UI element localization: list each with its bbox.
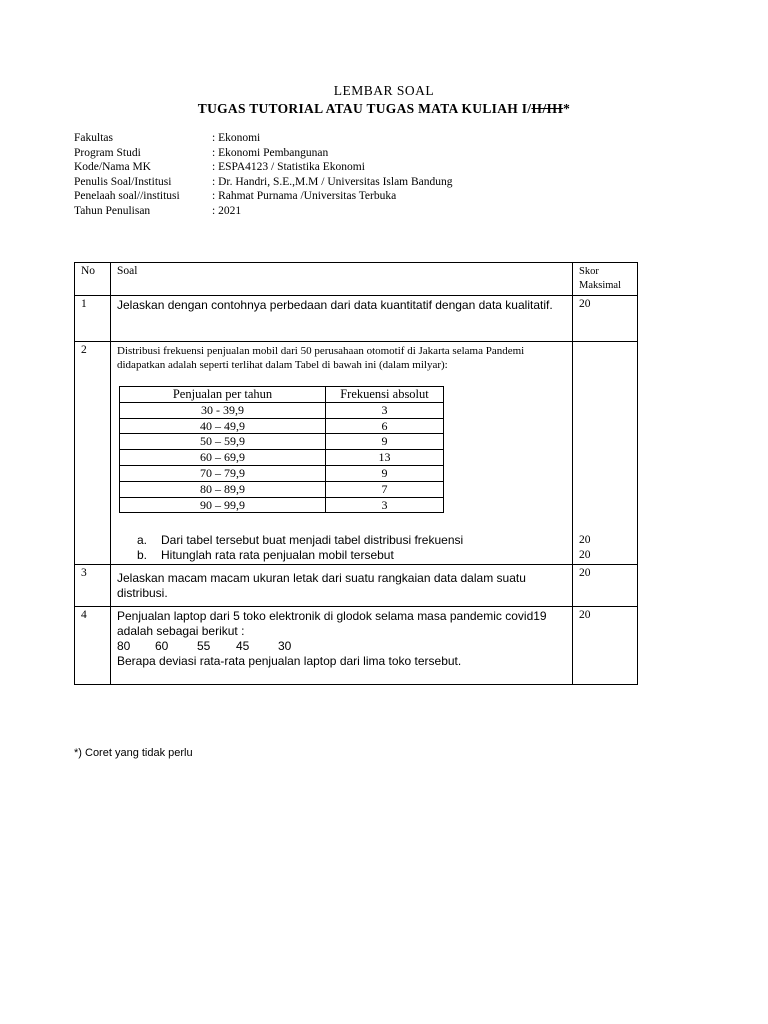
meta-value: : 2021 bbox=[212, 204, 242, 217]
question-text: Jelaskan dengan contohnya perbedaan dari data kuantitatif dengan data kualitatif. bbox=[111, 296, 573, 342]
meta-row-author bbox=[74, 175, 453, 190]
question-row-2 bbox=[75, 342, 638, 565]
meta-value: : Dr. Handri, S.E.,M.M / Universitas Islam Bandung bbox=[212, 175, 453, 188]
subtitle-main: TUGAS TUTORIAL ATAU TUGAS MATA KULIAH I/ bbox=[197, 101, 532, 116]
subtitle-struck: II/III bbox=[531, 101, 564, 116]
subquestion-list bbox=[137, 533, 566, 562]
class-interval: 70 – 79,9 bbox=[120, 465, 326, 481]
subquestion-label: a. bbox=[137, 533, 148, 548]
question-score: 20 bbox=[573, 296, 638, 342]
class-interval: 80 – 89,9 bbox=[120, 481, 326, 497]
sales-value: 45 bbox=[236, 639, 250, 654]
class-frequency: 13 bbox=[326, 450, 444, 466]
class-interval: 90 – 99,9 bbox=[120, 497, 326, 513]
meta-value: : Ekonomi Pembangunan bbox=[212, 146, 329, 159]
footnote: *) Coret yang tidak perlu bbox=[74, 747, 193, 759]
sales-value: 60 bbox=[155, 639, 169, 654]
subquestion-text: Hitunglah rata rata penjualan mobil tersebut bbox=[161, 547, 394, 562]
score-list bbox=[579, 533, 631, 562]
sales-value: 30 bbox=[278, 639, 292, 654]
frequency-row bbox=[120, 434, 444, 450]
meta-value: : Rahmat Purnama /Universitas Terbuka bbox=[212, 190, 397, 203]
question-4-content bbox=[111, 607, 573, 685]
question-number: 3 bbox=[75, 565, 111, 607]
frequency-row bbox=[120, 418, 444, 434]
class-frequency: 9 bbox=[326, 465, 444, 481]
table-header-row bbox=[75, 263, 638, 296]
header-skor-line2: Maksimal bbox=[579, 280, 621, 291]
frequency-row bbox=[120, 450, 444, 466]
question-text: Jelaskan macam macam ukuran letak dari suatu rangkaian data dalam suatu distribusi. bbox=[111, 565, 573, 607]
question-number: 4 bbox=[75, 607, 111, 685]
class-frequency: 9 bbox=[326, 434, 444, 450]
question-score: 20 bbox=[573, 565, 638, 607]
frequency-header-class: Penjualan per tahun bbox=[120, 387, 326, 403]
meta-label: Kode/Nama MK bbox=[74, 161, 151, 174]
meta-value: : Ekonomi bbox=[212, 132, 261, 144]
meta-row-year bbox=[74, 204, 453, 219]
question-2-content bbox=[111, 342, 573, 565]
question-row-4 bbox=[75, 607, 638, 685]
subquestion-b bbox=[137, 548, 566, 563]
question-score: 20 bbox=[573, 607, 638, 685]
class-frequency: 7 bbox=[326, 481, 444, 497]
question-2-scores bbox=[573, 342, 638, 565]
meta-row-course bbox=[74, 160, 453, 175]
question-text: Berapa deviasi rata-rata penjualan laptop dari lima toko tersebut. bbox=[117, 654, 462, 669]
question-number: 1 bbox=[75, 296, 111, 342]
frequency-row bbox=[120, 497, 444, 513]
sales-values bbox=[117, 639, 566, 654]
page-subtitle bbox=[0, 101, 768, 117]
header-soal: Soal bbox=[111, 263, 573, 296]
frequency-header-count: Frekuensi absolut bbox=[326, 387, 444, 403]
question-text: Distribusi frekuensi penjualan mobil dari 50 perusahaan otomotif di Jakarta selama Pandemi didapatkan adalah seperti terlihat dalam Tabel di bawah ini (dalam milyar): bbox=[117, 345, 525, 371]
sales-value: 80 bbox=[117, 639, 131, 654]
subquestion-text: Dari tabel tersebut buat menjadi tabel distribusi frekuensi bbox=[161, 533, 464, 548]
class-frequency: 3 bbox=[326, 497, 444, 513]
class-interval: 40 – 49,9 bbox=[120, 418, 326, 434]
frequency-row bbox=[120, 465, 444, 481]
subquestion-label: b. bbox=[137, 547, 148, 562]
header-no: No bbox=[75, 263, 111, 296]
meta-row-reviewer bbox=[74, 189, 453, 204]
sales-value: 55 bbox=[197, 639, 211, 654]
class-frequency: 6 bbox=[326, 418, 444, 434]
header-skor bbox=[573, 263, 638, 296]
question-row-3 bbox=[75, 565, 638, 607]
course-info bbox=[74, 131, 453, 219]
score-b: 20 bbox=[579, 548, 591, 561]
question-row-1 bbox=[75, 296, 638, 342]
header-skor-line1: Skor bbox=[579, 266, 599, 277]
meta-label: Penelaah soal//institusi bbox=[74, 190, 180, 203]
frequency-table bbox=[119, 386, 444, 513]
meta-label: Fakultas bbox=[74, 132, 113, 144]
score-a: 20 bbox=[579, 534, 591, 547]
question-table bbox=[74, 262, 638, 685]
frequency-row bbox=[120, 481, 444, 497]
page-title: LEMBAR SOAL bbox=[333, 83, 435, 98]
meta-value: : ESPA4123 / Statistika Ekonomi bbox=[212, 161, 365, 174]
subtitle-asterisk: * bbox=[563, 101, 571, 116]
question-number: 2 bbox=[75, 342, 111, 565]
meta-row-faculty bbox=[74, 131, 453, 146]
frequency-row bbox=[120, 402, 444, 418]
class-frequency: 3 bbox=[326, 402, 444, 418]
class-interval: 50 – 59,9 bbox=[120, 434, 326, 450]
meta-label: Program Studi bbox=[74, 146, 141, 159]
class-interval: 30 - 39,9 bbox=[120, 402, 326, 418]
frequency-header-row bbox=[120, 387, 444, 403]
meta-label: Tahun Penulisan bbox=[74, 204, 151, 217]
meta-label: Penulis Soal/Institusi bbox=[74, 175, 172, 188]
class-interval: 60 – 69,9 bbox=[120, 450, 326, 466]
subquestion-a bbox=[137, 533, 566, 548]
question-text: Penjualan laptop dari 5 toko elektronik di glodok selama masa pandemic covid19 adalah sebagai berikut : bbox=[117, 609, 547, 639]
meta-row-program bbox=[74, 146, 453, 161]
